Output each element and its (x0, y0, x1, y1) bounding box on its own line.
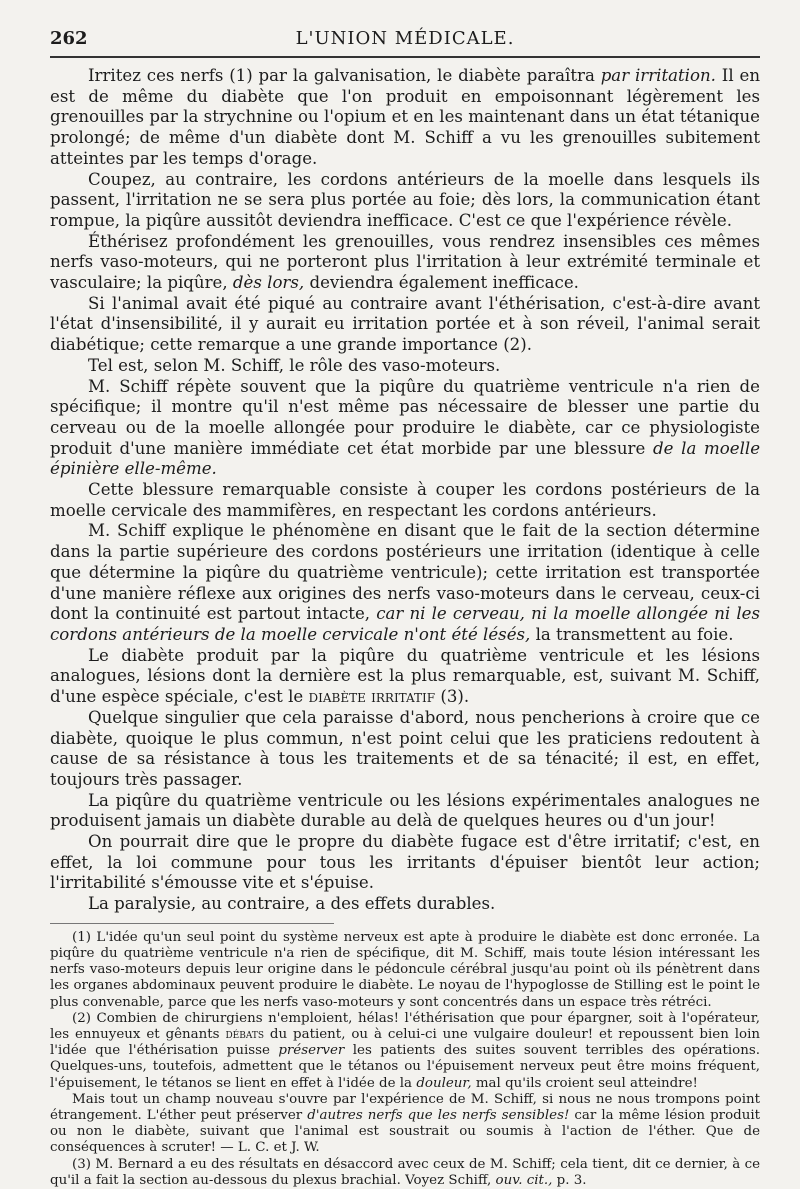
journal-title: L'UNION MÉDICALE. (295, 28, 515, 49)
paragraph (50, 66, 760, 170)
footnote (50, 1092, 760, 1157)
text-run: Cette blessure remarquable consiste à couper les cordons postérieurs de la moelle cervicale des mammifères, en respectant les cordons antérieurs. (50, 480, 760, 520)
text-run: car la même lésion produit ou non le diabète, suivant que l'animal est soustrait ou soumis à l'action de l'éther. Que de conséquences à scruter! — L. C. et J. W. (50, 1108, 760, 1156)
paragraph (50, 832, 760, 894)
paragraph (50, 232, 760, 294)
text-run: Quelque singulier que cela paraisse d'abord, nous pencherions à croire que ce diabète, quoique le plus commun, n'est point celui que les praticiens redoutent à cause de sa résistance à tous les traitements et de sa ténacité; il est, en effet, toujours très passager. (50, 707, 760, 789)
paragraph (50, 170, 760, 232)
footnote-divider (50, 923, 334, 924)
italic-text-run: ouv. cit., (495, 1172, 553, 1188)
paragraph (50, 480, 760, 521)
italic-text-run: préserver (278, 1043, 345, 1059)
italic-text-run: d'autres nerfs que les nerfs sensibles! (307, 1108, 570, 1124)
text-run: Coupez, au contraire, les cordons antérieurs de la moelle dans lesquels ils passent, l'irritation ne se sera plus portée au foie; dès lors, la communication étant rompue, la piqûre aussitôt deviendra inefficace. C'est ce que l'expérience révèle. (50, 169, 760, 230)
page-number: 262 (50, 28, 88, 49)
text-run: la transmettent au foie. (530, 624, 734, 644)
footnote (50, 1157, 760, 1189)
paragraph (50, 377, 760, 481)
footnote (50, 930, 760, 1011)
small-caps-text-run: débats (225, 1027, 265, 1043)
paragraph (50, 646, 760, 708)
italic-text-run: de la moelle épinière elle-même. (50, 438, 761, 479)
text-run: Il en est de même du diabète que l'on produit en empoisonnant légèrement les grenouilles par la strychnine ou l'opium et en les maintenant dans un état tétanique prolongé; de même d'un diabète dont M. Schiff a vu les grenouilles subitement atteintes par les temps d'orage. (50, 66, 761, 168)
text-run: Le diabète produit par la piqûre du quatrième ventricule et les lésions analogues, lésions dont la dernière est la plus remarquable, est, suivant M. Schiff, d'une espèce spéciale, c'est le (50, 645, 760, 707)
italic-text-run: douleur, (416, 1075, 472, 1091)
page-header (50, 22, 760, 58)
text-run: Tel est, selon M. Schiff, le rôle des vaso-moteurs. (88, 355, 501, 375)
text-run: Irritez ces nerfs (1) par la galvanisation, le diabète paraîtra (88, 66, 601, 85)
text-run: du patient, ou à celui-ci une vulgaire douleur! et repoussent bien loin l'idée que l'éthérisation puisse (50, 1027, 760, 1059)
footnote (50, 1011, 760, 1092)
text-run: (2) Combien de chirurgiens n'emploient, hélas! l'éthérisation que pour épargner, soit à l'opérateur, les ennuyeux et gênants (50, 1010, 760, 1043)
text-run: deviendra également inefficace. (304, 273, 579, 293)
footnotes (50, 930, 760, 1189)
text-run: On pourrait dire que le propre du diabète fugace est d'être irritatif; c'est, en effet, la loi commune pour tous les irritants d'épuiser bientôt leur action; l'irritabilité s'émousse vite et s'épuise. (50, 832, 760, 893)
text-run: mal qu'ils croient seul atteindre! (471, 1075, 698, 1091)
small-caps-text-run: diabète irritatif (308, 687, 436, 707)
paragraph (50, 521, 760, 645)
text-run: La piqûre du quatrième ventricule ou les lésions expérimentales analogues ne produisent jamais un diabète durable au delà de quelques heures ou d'un jour! (50, 790, 760, 831)
paragraph (50, 708, 760, 791)
text-run: Éthérisez profondément les grenouilles, vous rendrez insensibles ces mêmes nerfs vaso-moteurs, qui ne porteront plus l'irritation à leur extrémité terminale et vasculaire; la piqûre, (50, 231, 760, 293)
text-run: M. Schiff explique le phénomène en disant que le fait de la section détermine dans la partie supérieure des cordons postérieurs une irritation (identique à celle que détermine la piqûre du quatrième ventricule); cette irritation est transportée d'une manière réflexe aux origines des nerfs vaso-moteurs dans le cerveau, ceux-ci dont la continuité est partout intacte, (50, 521, 760, 624)
italic-text-run: par irritation. (600, 66, 716, 85)
text-run: (1) L'idée qu'un seul point du système nerveux est apte à produire le diabète est donc erronée. La piqûre du quatrième ventricule n'a rien de spécifique, dit M. Schiff, mais toute lésion intéressant les nerfs vaso-moteurs depuis leur origine dans le pédoncule cérébral jusqu'au point où ils pénètrent dans les organes abdominaux peuvent produire le diabète. Le noyau de l'hypoglosse de Stilling est le point le plus convenable, parce que les nerfs vaso-moteurs y sont concentrés dans un espace très rétréci. (50, 929, 760, 1010)
paragraph (50, 294, 760, 356)
text-run: Si l'animal avait été piqué au contraire avant l'éthérisation, c'est-à-dire avant l'état d'insensibilité, il y aurait eu irritation portée et à son réveil, l'animal serait diabétique; cette remarque a une grande importance (2). (50, 293, 760, 355)
paragraph (50, 356, 760, 377)
paragraph (50, 791, 760, 832)
text-run: p. 3. (552, 1172, 587, 1188)
body-text (50, 66, 760, 915)
text-run: les patients des suites souvent terribles des opérations. Quelques-uns, toutefois, admettent que le tétanos ou l'épuisement nerveux peut être moins fréquent, l'épuisement, le tétanos se lient en effet à l'idée de la (50, 1043, 760, 1091)
paragraph (50, 894, 760, 915)
text-run: La paralysie, au contraire, a des effets durables. (88, 894, 496, 914)
text-run: (3). (435, 687, 470, 707)
text-run: Mais tout un champ nouveau s'ouvre par l'expérience de M. Schiff, si nous ne nous trompons point étrangement. L'éther peut préserver (50, 1091, 760, 1124)
text-run: (3) M. Bernard a eu des résultats en désaccord avec ceux de M. Schiff; cela tient, dit ce dernier, à ce qu'il a fait la section au-dessous du plexus brachial. Voyez Schiff, (50, 1156, 760, 1188)
text-run: M. Schiff répète souvent que la piqûre du quatrième ventricule n'a rien de spécifique; il montre qu'il n'est même pas nécessaire de blesser une partie du cerveau ou de la moelle allongée pour produire le diabète, car ce physiologiste produit d'une manière immédiate cet état morbide par une blessure (50, 376, 760, 458)
italic-text-run: dès lors, (232, 273, 305, 293)
italic-text-run: car ni le cerveau, ni la moelle allongée ni les cordons antérieurs de la moelle cervicale n'ont été lésés, (50, 604, 760, 644)
